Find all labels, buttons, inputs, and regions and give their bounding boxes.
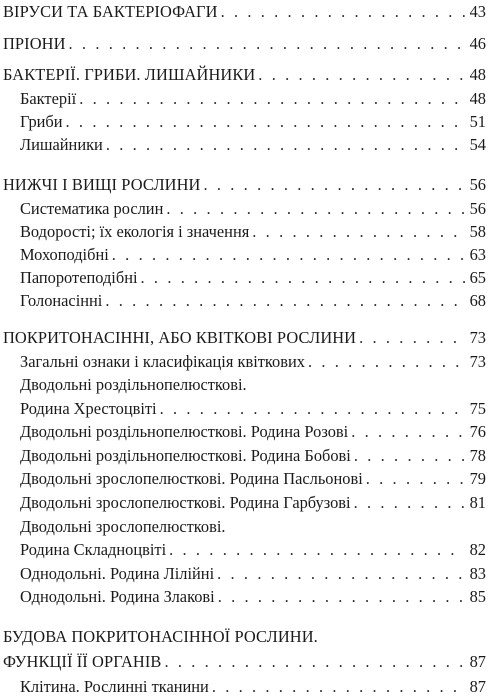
- dot-leader: [354, 445, 465, 467]
- toc-title: Дводольні зрослопелюсткові.: [20, 517, 226, 536]
- toc-entry-plant-systematics: [20, 198, 486, 220]
- toc-title: Папоротеподібні: [20, 268, 138, 287]
- toc-page-number: 56: [469, 199, 486, 218]
- dot-leader: [351, 421, 465, 443]
- toc-entry-fabaceae: [20, 445, 486, 467]
- toc-entry-solanaceae: [20, 468, 486, 490]
- dot-leader: [217, 563, 465, 585]
- toc-page-number: 65: [469, 268, 486, 287]
- dot-leader: [106, 134, 465, 156]
- dot-leader: [169, 539, 465, 561]
- toc-page-number: 78: [469, 446, 486, 465]
- toc-entry-algae: [20, 221, 486, 243]
- toc-entry-bacteria-fungi-lichens: [3, 64, 486, 86]
- dot-leader: [66, 111, 465, 133]
- toc-entry-lichens: [20, 134, 486, 156]
- toc-title: Дводольні роздільнопелюсткові. Родина Розові: [20, 422, 349, 441]
- toc-title: НИЖЧІ І ВИЩІ РОСЛИНИ: [3, 175, 201, 194]
- toc-entry-angiosperms: [3, 327, 486, 349]
- toc-entry-fungi: [20, 111, 486, 133]
- toc-page-number: 68: [469, 291, 486, 310]
- dot-leader: [79, 88, 465, 110]
- toc-entry-plant-structure: [3, 626, 486, 648]
- toc-title: Водорості; їх екологія і значення: [20, 222, 250, 241]
- toc-title: Гриби: [20, 112, 63, 131]
- toc-page-number: 73: [469, 328, 486, 347]
- toc-page-number: 46: [469, 34, 486, 53]
- toc-page-number: 58: [469, 222, 486, 241]
- dot-leader: [258, 64, 465, 86]
- toc-entry-liliaceae: [20, 563, 486, 585]
- dot-leader: [221, 1, 465, 23]
- toc-page-number: 83: [469, 564, 486, 583]
- dot-leader: [354, 492, 465, 514]
- toc-entry-dicots-separate-petals: [20, 374, 486, 396]
- toc-entry-ferns: [20, 267, 486, 289]
- toc-page-number: 73: [469, 352, 486, 371]
- toc-page-number: 87: [469, 652, 486, 671]
- dot-leader: [105, 290, 465, 312]
- toc-entry-asteraceae: [20, 539, 486, 561]
- toc-title: Голонасінні: [20, 291, 103, 310]
- toc-title: Систематика рослин: [20, 199, 164, 218]
- dot-leader: [252, 221, 465, 243]
- toc-page-number: 76: [469, 422, 486, 441]
- toc-title: Бактерії: [20, 89, 77, 108]
- toc-page-number: 79: [469, 469, 486, 488]
- dot-leader: [166, 198, 465, 220]
- toc-page-number: 56: [469, 175, 486, 194]
- toc-entry-bacteria: [20, 88, 486, 110]
- toc-title: Дводольні роздільнопелюсткові. Родина Бобові: [20, 446, 351, 465]
- toc-page-number: 82: [469, 540, 486, 559]
- toc-title: Лишайники: [20, 135, 103, 154]
- toc-page-number: 43: [469, 2, 486, 21]
- toc-title: ПОКРИТОНАСІННІ, АБО КВІТКОВІ РОСЛИНИ: [3, 328, 357, 347]
- toc-page-number: 48: [469, 65, 486, 84]
- toc-page-number: 85: [469, 587, 486, 606]
- toc-page-number: 87: [469, 677, 486, 696]
- dot-leader: [160, 398, 465, 420]
- toc-title: ПРІОНИ: [3, 34, 66, 53]
- toc-entry-cucurbitaceae: [20, 492, 486, 514]
- toc-page-number: 63: [469, 245, 486, 264]
- dot-leader: [366, 468, 465, 490]
- toc-entry-lower-higher-plants: [3, 174, 486, 196]
- toc-title: Дводольні зрослопелюсткові. Родина Пасльонові: [20, 469, 363, 488]
- toc-title: Загальні ознаки і класифікація квіткових: [20, 352, 305, 371]
- toc-entry-gymnosperms: [20, 290, 486, 312]
- toc-page-number: 75: [469, 399, 486, 418]
- toc-title: БУДОВА ПОКРИТОНАСІННОЇ РОСЛИНИ.: [3, 627, 318, 646]
- dot-leader: [359, 327, 465, 349]
- toc-entry-organ-functions: [3, 651, 486, 673]
- toc-entry-general-features: [20, 351, 486, 373]
- dot-leader: [218, 586, 465, 608]
- dot-leader: [164, 651, 465, 673]
- toc-page-number: 54: [469, 135, 486, 154]
- toc-entry-cruciferae: [20, 398, 486, 420]
- dot-leader: [141, 267, 465, 289]
- toc-entry-prions: [3, 33, 486, 55]
- dot-leader: [204, 174, 466, 196]
- toc-page-number: 81: [469, 493, 486, 512]
- dot-leader: [112, 244, 465, 266]
- toc-title: Однодольні. Родина Лілійні: [20, 564, 215, 583]
- toc-title: Дводольні зрослопелюсткові. Родина Гарбузові: [20, 493, 351, 512]
- toc-entry-rosaceae: [20, 421, 486, 443]
- toc-entry-mosses: [20, 244, 486, 266]
- dot-leader: [308, 351, 465, 373]
- dot-leader: [212, 676, 465, 698]
- toc-entry-dicots-fused-petals: [20, 516, 486, 538]
- toc-title: Мохоподібні: [20, 245, 109, 264]
- toc-entry-poaceae: [20, 586, 486, 608]
- toc-entry-viruses: [3, 1, 486, 23]
- toc-title: Родина Складноцвіті: [20, 540, 167, 559]
- toc-entry-cell-tissues: [20, 676, 486, 698]
- toc-title: Однодольні. Родина Злакові: [20, 587, 215, 606]
- dot-leader: [69, 33, 465, 55]
- toc-page-number: 48: [469, 89, 486, 108]
- toc-title: БАКТЕРІЇ. ГРИБИ. ЛИШАЙНИКИ: [3, 65, 256, 84]
- toc-title: ВІРУСИ ТА БАКТЕРІОФАГИ: [3, 2, 218, 21]
- toc-page-number: 51: [469, 112, 486, 131]
- toc-title: ФУНКЦІЇ ЇЇ ОРГАНІВ: [3, 652, 162, 671]
- toc-title: Клітина. Рослинні тканини: [20, 677, 209, 696]
- toc-title: Дводольні роздільнопелюсткові.: [20, 375, 247, 394]
- toc-title: Родина Хрестоцвіті: [20, 399, 157, 418]
